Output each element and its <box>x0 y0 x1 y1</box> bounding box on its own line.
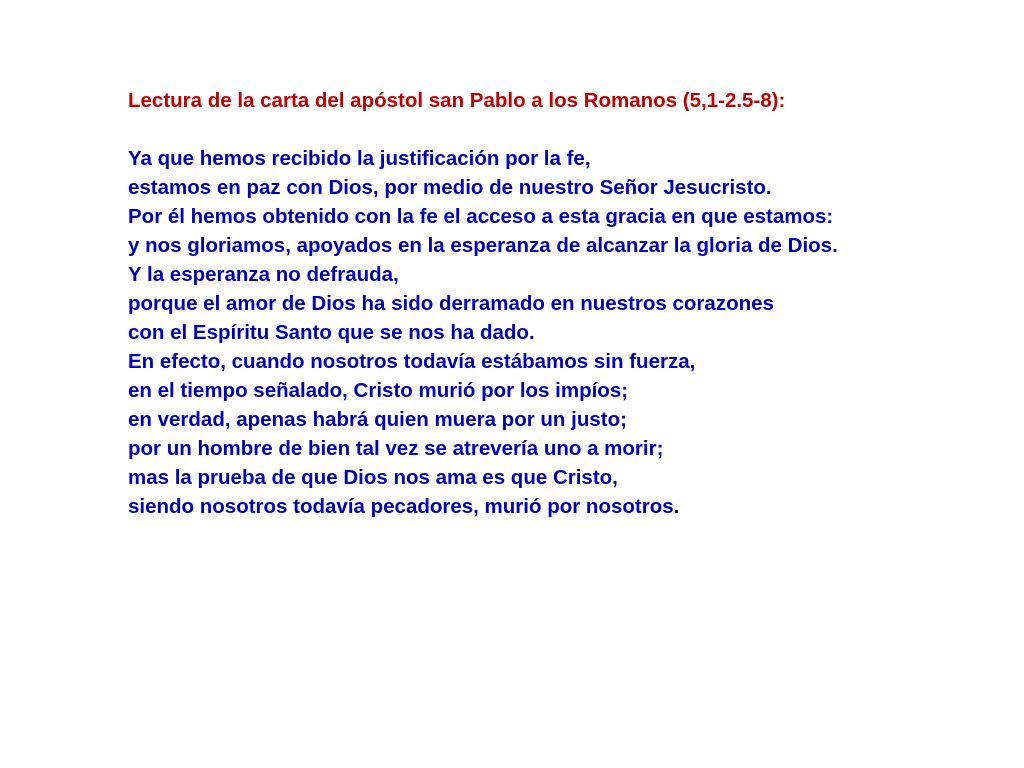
verse-line: estamos en paz con Dios, por medio de nuestro Señor Jesucristo. <box>128 176 772 199</box>
verse-line: y nos gloriamos, apoyados en la esperanza de alcanzar la gloria de Dios. <box>128 234 838 257</box>
verse-line: en el tiempo señalado, Cristo murió por los impíos; <box>128 379 629 402</box>
verse-line: Y la esperanza no defrauda, <box>128 263 399 286</box>
reading-text-block <box>128 86 988 521</box>
reading-title: Lectura de la carta del apóstol san Pablo a los Romanos (5,1-2.5-8): <box>128 89 786 112</box>
verse-line: siendo nosotros todavía pecadores, murió por nosotros. <box>128 495 680 518</box>
verse-line: Ya que hemos recibido la justificación por la fe, <box>128 147 591 170</box>
verse-line: En efecto, cuando nosotros todavía estábamos sin fuerza, <box>128 350 696 373</box>
verse-line: con el Espíritu Santo que se nos ha dado. <box>128 321 535 344</box>
verse-line: Por él hemos obtenido con la fe el acceso a esta gracia en que estamos: <box>128 205 834 228</box>
verse-line: por un hombre de bien tal vez se atrevería uno a morir; <box>128 437 664 460</box>
verse-list <box>128 144 988 521</box>
verse-line: porque el amor de Dios ha sido derramado en nuestros corazones <box>128 292 774 315</box>
verse-line: mas la prueba de que Dios nos ama es que Cristo, <box>128 466 618 489</box>
verse-line: en verdad, apenas habrá quien muera por un justo; <box>128 408 627 431</box>
